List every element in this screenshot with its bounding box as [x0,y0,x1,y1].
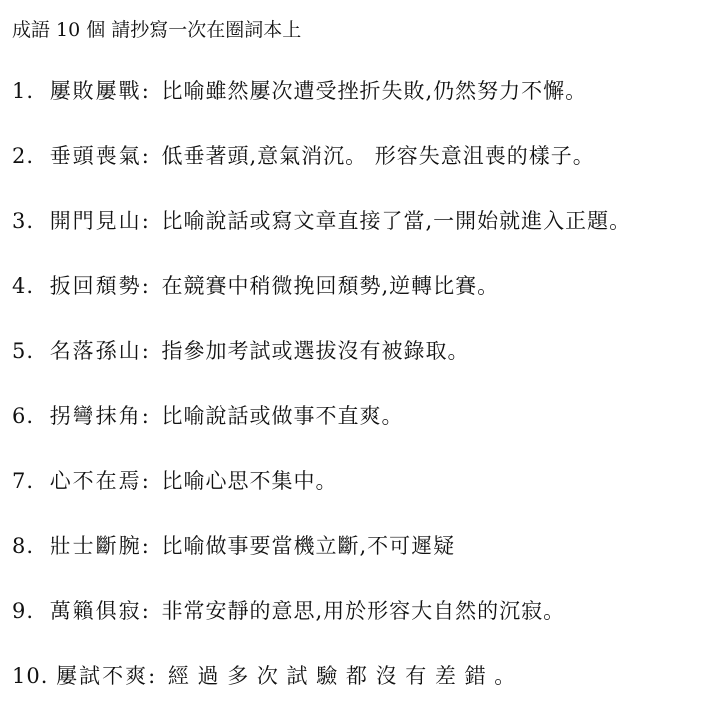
idiom-separator: : [141,599,150,623]
idiom-item [12,661,708,726]
idiom-number: 6. [12,404,35,428]
idiom-term: 心不在焉 [49,469,142,493]
idiom-item [12,596,708,661]
idiom-separator: : [141,339,150,363]
idiom-item [12,531,708,596]
idiom-separator: : [141,79,150,103]
idiom-separator: : [141,274,150,298]
idiom-meaning: 比喻雖然屢次遭受挫折失敗,仍然努力不懈。 [161,79,588,103]
idiom-term: 屢敗屢戰 [49,79,142,103]
idiom-item [12,401,708,466]
idiom-separator: : [141,469,150,493]
idiom-separator: : [141,209,150,233]
idiom-number: 9. [12,599,35,623]
idiom-meaning: 經 過 多 次 試 驗 都 沒 有 差 錯 。 [167,664,517,688]
idiom-separator: : [141,144,150,168]
idiom-term: 垂頭喪氣 [49,144,142,168]
idiom-term: 開門見山 [49,209,142,233]
idiom-term: 萬籟俱寂 [49,599,142,623]
idiom-meaning: 在競賽中稍微挽回頹勢,逆轉比賽。 [161,274,500,298]
idiom-separator: : [148,664,157,688]
idiom-meaning: 指參加考試或選拔沒有被錄取。 [161,339,470,363]
idiom-item [12,206,708,271]
idiom-item [12,141,708,206]
idiom-term: 壯士斷腕 [49,534,142,558]
idiom-term: 名落孫山 [49,339,142,363]
idiom-meaning: 比喻做事要當機立斷,不可遲疑 [161,534,456,558]
idiom-item [12,271,708,336]
idiom-term: 拐彎抹角 [49,404,142,428]
idiom-item [12,336,708,401]
idiom-item [12,466,708,531]
idiom-number: 2. [12,144,35,168]
idiom-term: 屢試不爽 [56,664,149,688]
idiom-number: 4. [12,274,35,298]
idiom-meaning: 比喻說話或寫文章直接了當,一開始就進入正題。 [161,209,632,233]
idiom-number: 5. [12,339,35,363]
idiom-term: 扳回頹勢 [49,274,142,298]
instruction-text: 成語 10 個 請抄寫一次在圈詞本上 [12,19,302,41]
idiom-meaning: 低垂著頭,意氣消沉。 形容失意沮喪的樣子。 [161,144,595,168]
idiom-meaning: 比喻心思不集中。 [161,469,338,493]
idiom-list [12,76,708,726]
idiom-number: 3. [12,209,35,233]
idiom-separator: : [141,534,150,558]
idiom-separator: : [141,404,150,428]
idiom-number: 7. [12,469,35,493]
idiom-number: 1. [12,79,35,103]
idiom-item [12,76,708,141]
idiom-number: 10. [12,664,49,688]
idiom-meaning: 比喻說話或做事不直爽。 [161,404,404,428]
idiom-meaning: 非常安靜的意思,用於形容大自然的沉寂。 [161,599,566,623]
idiom-number: 8. [12,534,35,558]
